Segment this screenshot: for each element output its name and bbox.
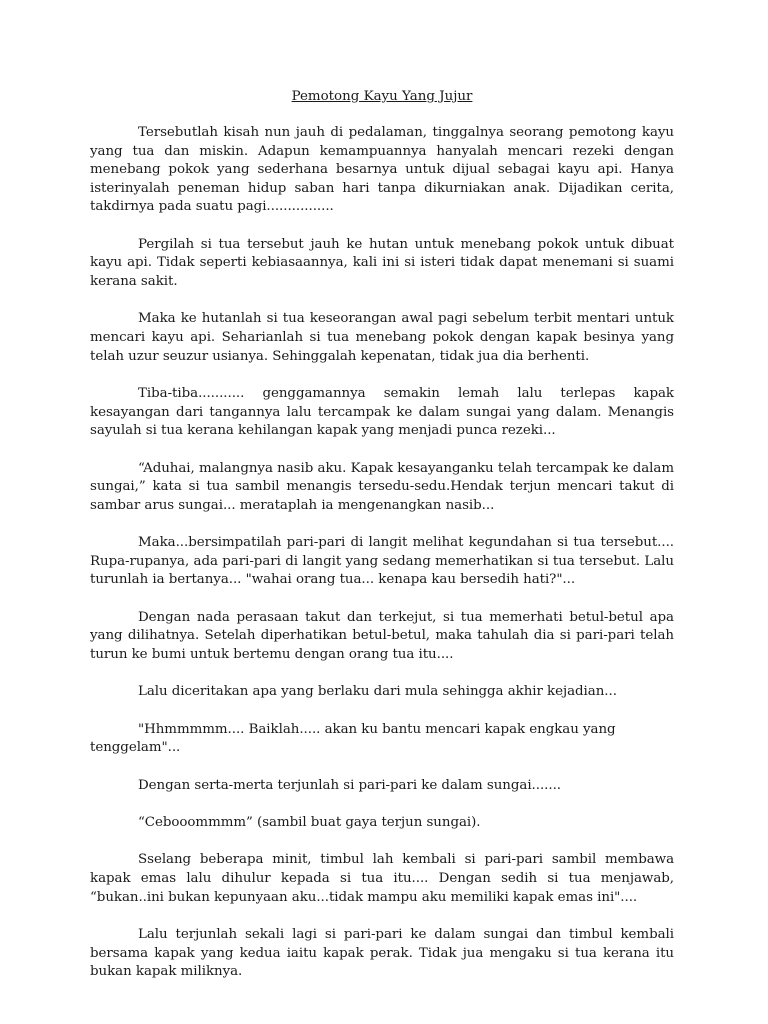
paragraph-11: “Cebooommmm” (sambil buat gaya terjun sungai). [138,815,481,830]
document-title: Pemotong Kayu Yang Jujur [291,89,473,104]
paragraph-4: Tiba-tiba........... genggamannya semakin lemah lalu terlepas kapak kesayangan dari tangannya lalu tercampak ke dalam sungai yang dalam. Menangis sayulah si tua kerana kehilangan kapak yang menjadi punca rezeki... [90,385,674,439]
paragraph-3: Maka ke hutanlah si tua keseorangan awal pagi sebelum terbit mentari untuk mencari kayu api. Seharianlah si tua menebang pokok dengan kapak besinya yang telah uzur seuzur usianya. Sehinggalah kepenatan, tidak jua dia berhenti. [90,311,674,364]
paragraph-8: Lalu diceritakan apa yang berlaku dari mula sehingga akhir kejadian... [138,684,617,700]
paragraph-6: Maka...bersimpatilah pari-pari di langit melihat kegundahan si tua tersebut.... Rupa-rupanya, ada pari-pari di langit yang sedang memerhatikan si tua tersebut. Lalu turunlah ia bertanya... "wahai orang tua... kenapa kau bersedih hati?"... [90,535,674,588]
paragraph-10: Dengan serta-merta terjunlah si pari-pari ke dalam sungai....... [138,777,561,793]
paragraph-13: Lalu terjunlah sekali lagi si pari-pari ke dalam sungai dan timbul kembali bersama kapak yang kedua iaitu kapak perak. Tidak jua mengaku si tua kerana itu bukan kapak miliknya. [90,926,674,980]
paragraph-7: Dengan nada perasaan takut dan terkejut, si tua memerhati betul-betul apa yang dilihatnya. Setelah diperhatikan betul-betul, maka tahulah dia si pari-pari telah turun ke bumi untuk bertemu dengan orang tua itu.... [90,609,674,662]
paragraph-1: Tersebutlah kisah nun jauh di pedalaman, tinggalnya seorang pemotong kayu yang tua dan miskin. Adapun kemampuannya hanyalah mencari rezeki dengan menebang pokok yang sederhana besarnya untuk dijual sebagai kayu api. Hanya isterinyalah peneman hidup saban hari tanpa dikurniakan anak. Dijadikan cerita, takdirnya pada suatu pagi................ [90,125,674,215]
paragraph-2: Pergilah si tua tersebut jauh ke hutan untuk menebang pokok untuk dibuat kayu api. Tidak seperti kebiasaannya, kali ini si isteri tidak dapat menemani si suami kerana sakit. [90,236,674,289]
document-page [90,88,674,1001]
paragraph-9: "Hhmmmmm.... Baiklah..... akan ku bantu mencari kapak engkau yang tenggelam"... [90,721,616,756]
paragraph-12: Sselang beberapa minit, timbul lah kembali si pari-pari sambil membawa kapak emas lalu dihulur kepada si tua itu.... Dengan sedih si tua menjawab, “bukan..ini bukan kepunyaan aku...tidak mampu aku memiliki kapak emas ini".... [90,852,674,905]
paragraph-5: “Aduhai, malangnya nasib aku. Kapak kesayanganku telah tercampak ke dalam sungai,” kata si tua sambil menangis tersedu-sedu.Hendak terjun mencari takut di sambar arus sungai... merataplah ia mengenangkan nasib... [90,460,674,513]
